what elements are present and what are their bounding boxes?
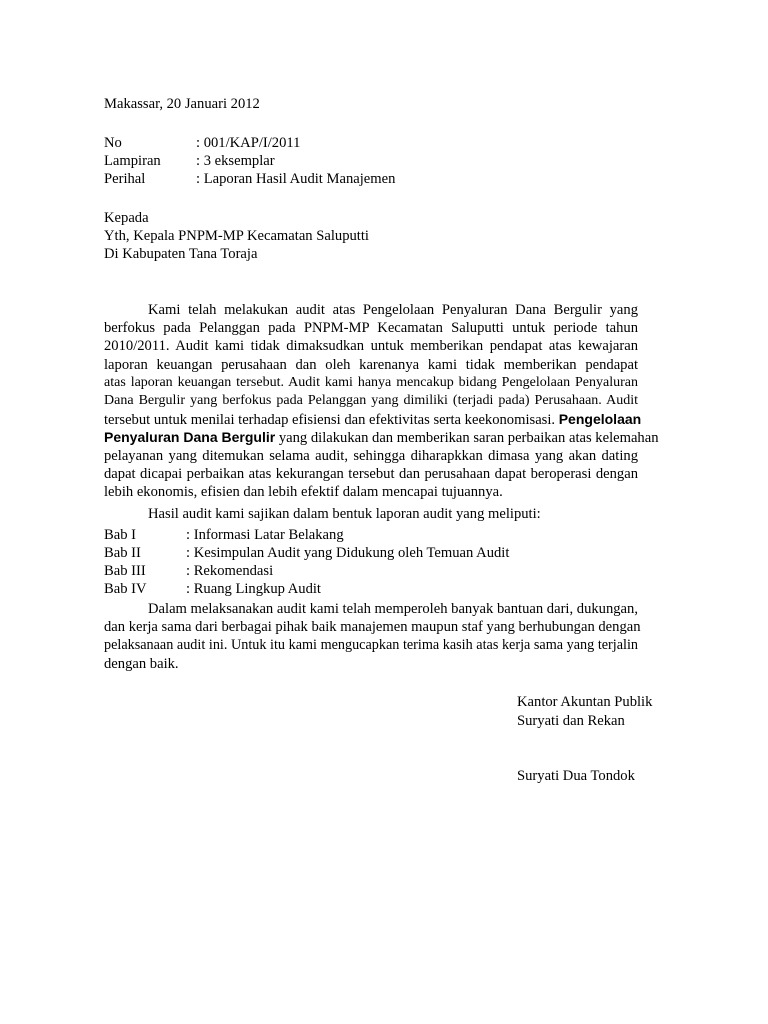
body-paragraph-1 (104, 301, 659, 501)
paragraph-line: laporan keuangan perusahaan dan oleh karenanya kami tidak memberikan pendapat (104, 356, 638, 373)
paragraph-line: Dana Bergulir yang berfokus pada Pelanggan yang dimiliki (terjadi pada) Perusahaan. Audit (104, 392, 638, 408)
meta-label-no: No (104, 135, 122, 151)
chapter-label: Bab I (104, 527, 137, 543)
chapter-label: Bab III (104, 563, 146, 579)
paragraph-line: dan kerja sama dari berbagai pihak baik manajemen maupun staf yang berhubungan dengan (104, 619, 641, 636)
meta-value-lampiran: : 3 eksemplar (196, 153, 275, 169)
bold-term: Penyaluran Dana Bergulir (104, 429, 276, 446)
paragraph-line: atas laporan keuangan tersebut. Audit kami hanya mencakup bidang Pengelolaan Penyaluran (104, 374, 638, 390)
body-paragraph-2: Hasil audit kami sajikan dalam bentuk laporan audit yang meliputi: (148, 506, 541, 522)
paragraph-line: dapat dicapai perbaikan atas kekurangan tersebut dan perusahaan dapat beroperasi dengan (104, 465, 638, 482)
paragraph-line: dengan baik. (104, 655, 179, 672)
body-paragraph-3 (104, 600, 641, 673)
paragraph-line: pelaksanaan audit ini. Untuk itu kami mengucapkan terima kasih atas kerja sama yang terjalin (104, 637, 638, 654)
place-date: Makassar, 20 Januari 2012 (104, 96, 260, 112)
paragraph-line-with-bold (104, 410, 642, 429)
meta-label-lampiran: Lampiran (104, 153, 161, 169)
signature-org-line-2: Suryati dan Rekan (517, 713, 625, 729)
recipient-line: Di Kabupaten Tana Toraja (104, 246, 258, 262)
recipient-line: Yth, Kepala PNPM-MP Kecamatan Saluputti (104, 228, 369, 244)
paragraph-line: pelayanan yang ditemukan selama audit, sehingga diharapkkan dimasa yang akan dating (104, 447, 638, 464)
recipient-line: Kepada (104, 210, 149, 226)
signature-org-line-1: Kantor Akuntan Publik (517, 694, 653, 710)
chapter-title: : Rekomendasi (186, 563, 274, 579)
chapter-title: : Ruang Lingkup Audit (186, 581, 321, 597)
paragraph-line-with-bold (104, 428, 659, 447)
paragraph-text: yang dilakukan dan memberikan saran perbaikan atas kelemahan (275, 430, 659, 447)
chapter-label: Bab IV (104, 581, 147, 597)
paragraph-text: tersebut untuk menilai terhadap efisiensi dan efektivitas serta keekonomisasi. (104, 412, 556, 429)
bold-term: Pengelolaan (558, 411, 642, 428)
signature-name: Suryati Dua Tondok (517, 768, 635, 784)
meta-label-perihal: Perihal (104, 171, 146, 187)
meta-value-no: : 001/KAP/I/2011 (196, 135, 301, 151)
chapter-title: : Kesimpulan Audit yang Didukung oleh Temuan Audit (186, 545, 510, 561)
paragraph-line: lebih ekonomis, efisien dan lebih efektif dalam mencapai tujuannya. (104, 483, 503, 500)
meta-value-perihal: : Laporan Hasil Audit Manajemen (196, 171, 396, 187)
paragraph-line: Kami telah melakukan audit atas Pengelolaan Penyaluran Dana Bergulir yang (148, 302, 638, 318)
chapter-label: Bab II (104, 545, 141, 561)
chapter-title: : Informasi Latar Belakang (186, 527, 344, 543)
paragraph-line: Dalam melaksanakan audit kami telah memperoleh banyak bantuan dari, dukungan, (148, 601, 638, 617)
paragraph-line: berfokus pada Pelanggan pada PNPM-MP Kecamatan Saluputti untuk periode tahun (104, 320, 638, 337)
paragraph-line: 2010/2011. Audit kami tidak dimaksudkan untuk memberikan pendapat atas kewajaran (104, 338, 638, 355)
